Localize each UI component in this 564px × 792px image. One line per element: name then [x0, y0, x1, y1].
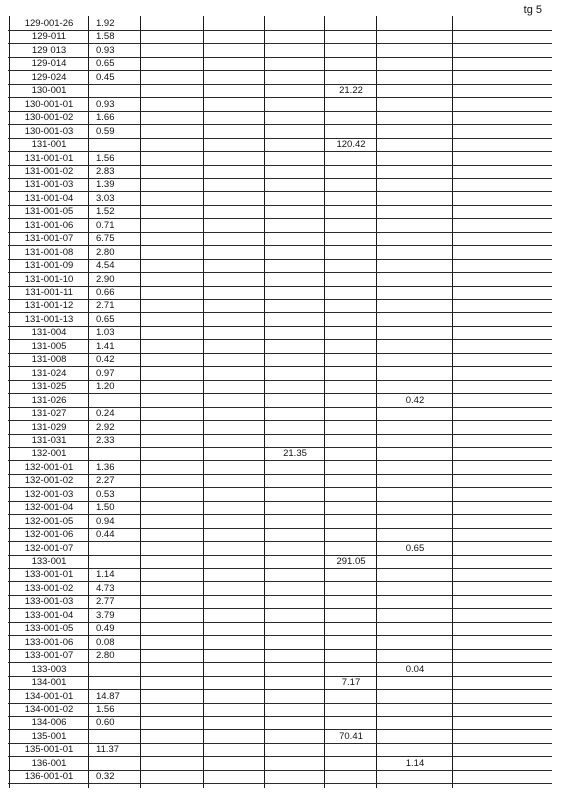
- item-code: 132-001-07: [24, 542, 74, 554]
- value-col-3: 120.42: [336, 139, 366, 151]
- table-row: [0, 568, 564, 582]
- item-code: 131-001-08: [24, 246, 74, 258]
- table-row: [0, 299, 564, 313]
- value-col-1: 0.65: [96, 313, 115, 325]
- value-col-1: 0.60: [96, 717, 115, 729]
- table-row: [0, 447, 564, 461]
- value-col-1: 0.94: [96, 515, 115, 527]
- item-code: 131-025: [31, 381, 67, 393]
- table-row: [0, 716, 564, 730]
- value-col-2: 21.35: [283, 448, 307, 460]
- table-row: [0, 98, 564, 112]
- table-row: [0, 219, 564, 233]
- value-col-1: 4.54: [96, 260, 115, 272]
- item-code: 132-001-03: [24, 488, 74, 500]
- value-col-1: 1.03: [96, 327, 115, 339]
- table-row: [0, 730, 564, 744]
- item-code: 134-006: [31, 717, 67, 729]
- item-code: 129-024: [31, 71, 67, 83]
- table-row: [0, 515, 564, 529]
- table-row: [0, 461, 564, 475]
- item-code: 129 013: [31, 44, 67, 56]
- table-row: [0, 44, 564, 58]
- item-code: 131-001-06: [24, 219, 74, 231]
- item-code: 131-001-05: [24, 206, 74, 218]
- value-col-1: 1.66: [96, 112, 115, 124]
- value-col-1: 1.58: [96, 31, 115, 43]
- value-col-1: 3.03: [96, 192, 115, 204]
- value-col-1: 1.56: [96, 152, 115, 164]
- item-code: 131-001-09: [24, 260, 74, 272]
- table-row: [0, 340, 564, 354]
- table-row: [0, 757, 564, 771]
- table-row: [0, 542, 564, 556]
- value-col-1: 0.65: [96, 58, 115, 70]
- value-col-1: 0.66: [96, 287, 115, 298]
- item-code: 131-005: [31, 340, 67, 352]
- row-divider: [8, 783, 552, 784]
- value-col-1: 14.87: [96, 690, 120, 702]
- table-row: [0, 474, 564, 488]
- item-code: 131-001-03: [24, 179, 74, 191]
- table-row: [0, 286, 564, 300]
- value-col-1: 11.37: [96, 744, 120, 756]
- table-row: [0, 622, 564, 636]
- value-col-1: 2.83: [96, 165, 115, 177]
- value-col-1: 6.75: [96, 233, 115, 245]
- value-col-4: 0.65: [405, 542, 425, 554]
- value-col-1: 0.44: [96, 529, 115, 541]
- item-code: 134-001-01: [24, 690, 74, 702]
- item-code: 131-001-07: [24, 233, 74, 245]
- value-col-1: 0.53: [96, 488, 115, 500]
- page-label: tg 5: [523, 4, 542, 16]
- table-row: [0, 649, 564, 663]
- table-row: [0, 84, 564, 98]
- value-col-1: 0.24: [96, 408, 115, 419]
- table-row: [0, 192, 564, 206]
- table-row: [0, 326, 564, 340]
- item-code: 131-001: [31, 139, 67, 151]
- table-row: [0, 165, 564, 179]
- table-row: [0, 313, 564, 327]
- table-row: [0, 582, 564, 596]
- table-row: [0, 676, 564, 690]
- item-code: 132-001-02: [24, 475, 74, 487]
- table-row: [0, 394, 564, 408]
- table-row: [0, 125, 564, 139]
- item-code: 136-001: [31, 757, 67, 769]
- item-code: 135-001: [31, 730, 67, 742]
- value-col-1: 2.27: [96, 475, 115, 487]
- item-code: 133-001-07: [24, 650, 74, 662]
- item-code: 131-001-11: [25, 287, 73, 298]
- table-row: [0, 353, 564, 367]
- table-row: [0, 178, 564, 192]
- value-col-3: 291.05: [336, 556, 366, 567]
- item-code: 133-001-05: [24, 623, 74, 635]
- value-col-1: 0.59: [96, 125, 115, 137]
- item-code: 135-001-01: [24, 744, 74, 756]
- item-code: 131-031: [31, 434, 67, 446]
- table-row: [0, 71, 564, 85]
- value-col-1: 0.45: [96, 71, 115, 83]
- item-code: 133-001-04: [24, 609, 74, 621]
- table-row: [0, 152, 564, 166]
- value-col-1: 3.79: [96, 609, 115, 621]
- value-col-1: 1.56: [96, 703, 115, 715]
- table-row: [0, 770, 564, 784]
- item-code: 132-001-04: [24, 502, 74, 514]
- item-code: 133-001-01: [24, 569, 74, 581]
- value-col-3: 21.22: [339, 85, 363, 97]
- item-code: 133-001: [31, 556, 67, 567]
- item-code: 133-003: [31, 663, 67, 675]
- value-col-1: 0.71: [96, 219, 115, 231]
- table-row: [0, 259, 564, 273]
- value-col-3: 7.17: [341, 677, 361, 688]
- value-col-1: 0.08: [96, 636, 115, 648]
- item-code: 131-004: [31, 327, 67, 339]
- value-col-1: 2.92: [96, 421, 115, 433]
- table-row: [0, 528, 564, 542]
- table-row: [0, 434, 564, 448]
- item-code: 134-001: [31, 677, 67, 688]
- item-code: 131-026: [31, 394, 67, 406]
- table-row: [0, 421, 564, 435]
- table-row: [0, 205, 564, 219]
- table-row: [0, 595, 564, 609]
- value-col-3: 70.41: [339, 730, 363, 742]
- value-col-1: 0.97: [96, 367, 115, 379]
- item-code: 131-001-10: [24, 273, 74, 285]
- value-col-1: 1.20: [96, 381, 115, 393]
- item-code: 136-001-01: [24, 771, 74, 783]
- item-code: 132-001-06: [24, 529, 74, 541]
- table-row: [0, 636, 564, 650]
- item-code: 129-011: [31, 31, 67, 43]
- item-code: 129-001-26: [24, 18, 74, 29]
- table-row: [0, 138, 564, 152]
- value-col-1: 1.52: [96, 206, 115, 218]
- value-col-1: 1.39: [96, 179, 115, 191]
- table-row: [0, 273, 564, 287]
- table-row: [0, 609, 564, 623]
- value-col-1: 2.90: [96, 273, 115, 285]
- table-row: [0, 488, 564, 502]
- value-col-1: 2.80: [96, 650, 115, 662]
- table-row: [0, 57, 564, 71]
- table-row: [0, 743, 564, 757]
- item-code: 131-001-02: [24, 165, 74, 177]
- value-col-4: 0.42: [405, 394, 425, 406]
- value-col-1: 2.80: [96, 246, 115, 258]
- item-code: 133-001-03: [24, 596, 74, 608]
- table-row: [0, 30, 564, 44]
- value-col-4: 0.04: [405, 663, 425, 675]
- value-col-1: 1.41: [96, 340, 115, 352]
- item-code: 133-001-06: [24, 636, 74, 648]
- value-col-1: 2.77: [96, 596, 115, 608]
- value-col-1: 0.42: [96, 354, 115, 366]
- table-row: [0, 501, 564, 515]
- value-col-1: 0.49: [96, 623, 115, 635]
- value-col-1: 0.93: [96, 44, 115, 56]
- value-col-1: 2.71: [96, 300, 115, 312]
- item-code: 131-024: [31, 367, 67, 379]
- item-code: 131-001-04: [24, 192, 74, 204]
- table-row: [0, 17, 564, 31]
- table-row: [0, 246, 564, 260]
- value-col-1: 0.93: [96, 98, 115, 110]
- table-row: [0, 380, 564, 394]
- item-code: 134-001-02: [24, 703, 74, 715]
- value-col-1: 2.33: [96, 434, 115, 446]
- item-code: 131-027: [31, 408, 67, 419]
- value-col-1: 1.92: [96, 18, 115, 29]
- value-col-4: 1.14: [405, 757, 425, 769]
- item-code: 130-001-02: [24, 112, 74, 124]
- item-code: 131-001-12: [24, 300, 74, 312]
- item-code: 130-001: [31, 85, 67, 97]
- table-row: [0, 367, 564, 381]
- item-code: 129-014: [31, 58, 67, 70]
- table-row: [0, 555, 564, 569]
- item-code: 132-001: [31, 448, 67, 460]
- value-col-1: 1.36: [96, 461, 115, 473]
- table-row: [0, 703, 564, 717]
- item-code: 130-001-01: [24, 98, 74, 110]
- item-code: 131-008: [31, 354, 67, 366]
- item-code: 132-001-01: [24, 461, 74, 473]
- value-col-1: 1.50: [96, 502, 115, 514]
- table-row: [0, 407, 564, 421]
- table-row: [0, 232, 564, 246]
- item-code: 133-001-02: [24, 582, 74, 594]
- item-code: 131-001-13: [24, 313, 74, 325]
- table-row: [0, 111, 564, 125]
- table-row: [0, 690, 564, 704]
- value-col-1: 4.73: [96, 582, 115, 594]
- item-code: 130-001-03: [24, 125, 74, 137]
- item-code: 131-029: [31, 421, 67, 433]
- table-row: [0, 663, 564, 677]
- value-col-1: 1.14: [96, 569, 115, 581]
- item-code: 132-001-05: [24, 515, 74, 527]
- item-code: 131-001-01: [24, 152, 74, 164]
- value-col-1: 0.32: [96, 771, 115, 783]
